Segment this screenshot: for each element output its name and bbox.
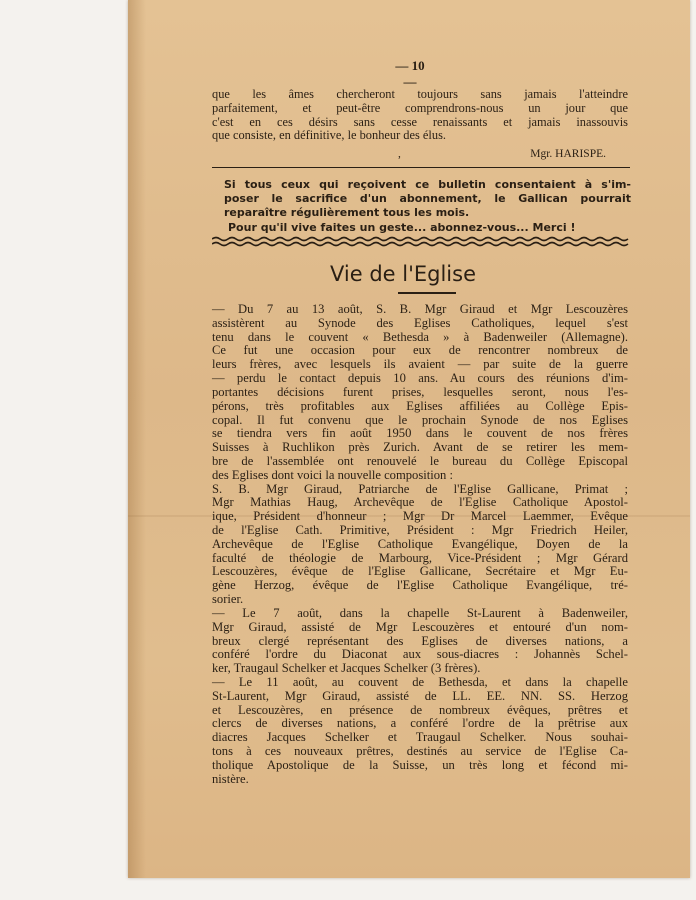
subscription-appeal [224,178,631,235]
article-line: Ce fut une occasion pour eux de rencontrer nombreux de [212,343,628,358]
article-line: assistèrent au Synode des Eglises Catholiques, lequel s'est [212,315,628,330]
article-line: Suisses à Ruchlikon près Zurich. Avant de se retirer les mem- [212,440,628,455]
article-line: sorier. [212,592,244,607]
section-title: Vie de l'Eglise [330,262,476,286]
article-line: S. B. Mgr Giraud, Patriarche de l'Eglise Gallicane, Primat ; [212,481,628,496]
article-line: ique, Président d'honneur ; Mgr Dr Marcel Laemmer, Evêque [212,509,628,524]
signature-name: Mgr. HARISPE. [530,148,606,160]
article-line: de l'Eglise Cath. Primitive, Président : Mgr Friedrich Heiler, [212,523,628,537]
article-line: conféré l'ordre du Diaconat aux sous-diacres : Johannès Schel- [212,647,628,662]
article-line: Mgr Mathias Haug, Archevêque de l'Eglise Catholique Apostol- [212,495,628,510]
quote-line: c'est en ces désirs sans cesse renaissants et jamais inassouvis [212,114,628,129]
article-line: ker, Traugaul Schelker et Jacques Schelker (3 frères). [212,661,481,676]
article-line: et Lescouzères, en présence de nombreux évêques, prêtres et [212,702,628,717]
article-line: bre de l'assemblée ont renouvelé le bureau du Collège Episcopal [212,453,628,468]
article-line: nistère. [212,771,249,786]
article-line: tholique Apostolique de la Suisse, un très long et fécond mi- [212,757,628,772]
document-page [128,0,690,878]
article-line: clercs de diverses nations, a conféré l'ordre de la prêtrise aux [212,716,628,731]
signature-comma: , [398,148,401,160]
article-line: copal. Il fut convenu que le prochain Synode de nos Eglises [212,412,628,427]
article-line: Mgr Giraud, assisté de Mgr Lescouzères et entouré d'un nom- [212,619,628,634]
article-line: — perdu le contact depuis 10 ans. Au cours des réunions d'im- [212,371,628,386]
appeal-line: reparaître régulièrement tous les mois. [224,206,470,220]
appeal-line: Si tous ceux qui reçoivent ce bulletin consentaient à s'im- [224,178,631,191]
article-line: breux clergé représentant des Eglises de diverses nations, a [212,633,628,648]
article-line: tenu dans le couvent « Bethesda » à Badenweiler (Allemagne). [212,329,628,344]
quote-line: que consiste, en définitive, le bonheur des élus. [212,128,446,143]
wavy-border [212,236,630,248]
article-line: St-Laurent, Mgr Giraud, assisté de LL. EE. NN. SS. Herzog [212,688,628,703]
quote-paragraph [212,88,628,143]
article-line: — Le 11 août, au couvent de Bethesda, et dans la chapelle [212,674,628,689]
article-line: portantes décisions furent prises, lesquelles seront, nous l'es- [212,384,628,399]
article-line: Lescouzères, évêque de l'Eglise Gallicane, Secrétaire et Mgr Eu- [212,564,628,579]
article-line: — Le 7 août, dans la chapelle St-Laurent à Badenweiler, [212,605,628,620]
article-line: diacres Jacques Schelker et Traugaul Schelker. Nous souhai- [212,730,628,745]
appeal-line: poser le sacrifice d'un abonnement, le Gallican pourrait [224,192,631,206]
article-body [212,303,628,786]
article-line: se tiendra vers fin août 1950 dans le couvent de nos frères [212,426,628,441]
title-underline [398,292,456,294]
appeal-closing: Pour qu'il vive faites un geste... abonnez-vous... Merci ! [228,220,576,234]
article-line: des Eglises dont voici la nouvelle composition : [212,467,453,482]
article-line: tons à ces nouveaux prêtres, destinés au service de l'Eglise Ca- [212,744,628,758]
article-line: pérons, très profitables aux Eglises affiliées au Collège Epis- [212,398,628,413]
quote-line: que les âmes chercheront toujours sans jamais l'atteindre [212,87,628,101]
article-line: faculté de théologie de Marbourg, Vice-Président ; Mgr Gérard [212,550,628,565]
article-line: Archevêque de l'Eglise Catholique Evangélique, Doyen de la [212,536,628,551]
page-number: — 10 — [395,58,425,89]
article-line: leurs frères, avec lesquels ils avaient — par suite de la guerre [212,357,628,372]
page-edge-shade [128,0,146,878]
article-line: — Du 7 au 13 août, S. B. Mgr Giraud et Mgr Lescouzères [212,302,628,316]
top-rule [212,167,630,168]
article-line: gène Herzog, évêque de l'Eglise Catholique Evangélique, tré- [212,578,628,593]
quote-line: parfaitement, et peut-être comprendrons-nous un jour que [212,100,628,115]
